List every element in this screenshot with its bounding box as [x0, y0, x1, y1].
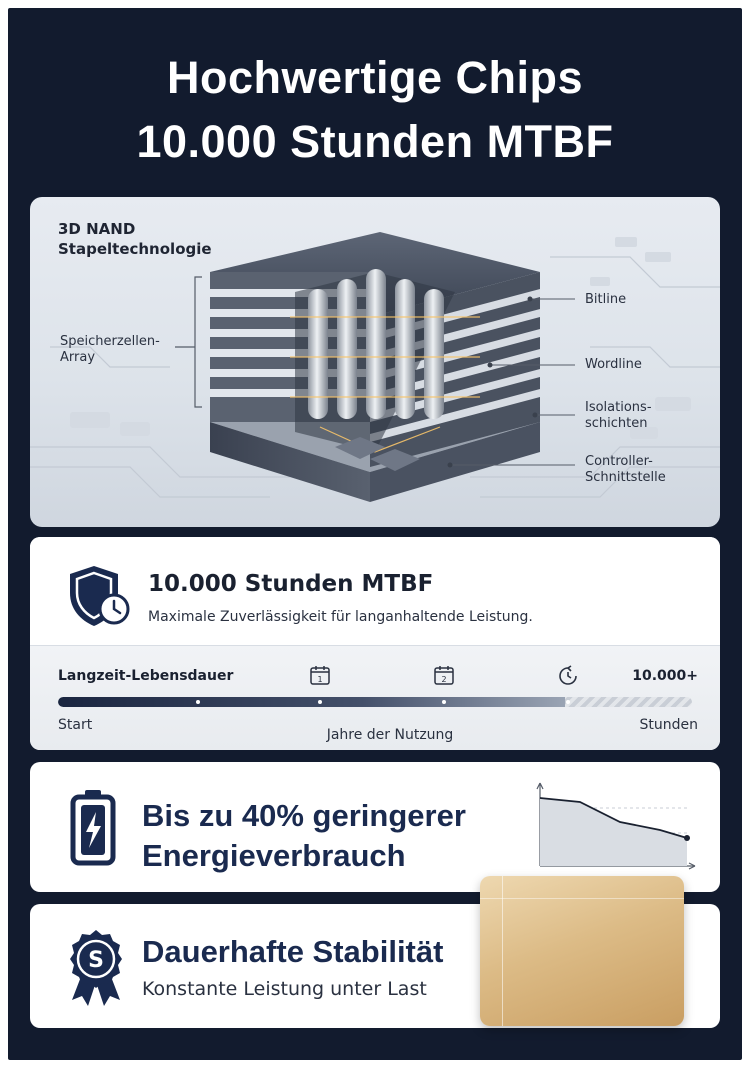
shield-clock-icon — [64, 563, 134, 629]
page-background — [8, 8, 742, 1060]
battery-bolt-icon — [70, 788, 116, 866]
progress-tick — [196, 700, 200, 704]
lifetime-max: 10.000+ — [632, 668, 698, 684]
mtbf-card — [30, 537, 720, 750]
progress-tick — [318, 700, 322, 704]
nand-illustration-card — [30, 197, 720, 527]
mtbf-subtitle: Maximale Zuverlässigkeit für langanhaltende Leistung. — [148, 609, 533, 625]
lifetime-axis-label: Jahre der Nutzung — [326, 727, 454, 743]
stability-subtitle: Konstante Leistung unter Last — [142, 978, 427, 1000]
lifetime-unit-label: Stunden — [639, 717, 698, 733]
label-isolation — [585, 400, 652, 432]
stability-title: Dauerhafte Stabilität — [142, 934, 444, 969]
calendar-1-icon — [309, 664, 331, 686]
lifetime-label: Langzeit-Lebensdauer — [58, 668, 234, 684]
label-memory-cells — [60, 334, 160, 366]
headline-line-2: 10.000 Stunden MTBF — [136, 116, 614, 167]
lifetime-progress-fill — [58, 697, 565, 707]
label-controller-line-1: Controller- — [585, 454, 653, 469]
energy-card — [30, 762, 720, 892]
award-badge-icon — [66, 928, 126, 1008]
product-image-gold-ssd — [480, 876, 684, 1026]
product-edge-highlight — [480, 898, 684, 899]
energy-line-1: Bis zu 40% geringerer — [142, 798, 466, 833]
energy-line-2: Energieverbrauch — [142, 838, 406, 873]
label-memory-cells-line-1: Speicherzellen- — [60, 334, 160, 349]
nand-title-line-2: Stapeltechnologie — [58, 240, 212, 258]
badge-letter: S — [88, 948, 104, 973]
label-bitline: Bitline — [585, 292, 627, 307]
lifetime-start-label: Start — [58, 717, 93, 733]
energy-headline — [142, 796, 466, 876]
label-controller — [585, 454, 666, 486]
label-controller-line-2: Schnittstelle — [585, 470, 666, 485]
nand-title-line-1: 3D NAND — [58, 220, 136, 238]
label-isolation-line-1: Isolations- — [585, 400, 652, 415]
clock-refresh-icon — [556, 664, 580, 688]
label-wordline: Wordline — [585, 357, 642, 372]
calendar-2-icon — [433, 664, 455, 686]
calendar-2-number: 2 — [441, 675, 447, 684]
label-isolation-line-2: schichten — [585, 416, 648, 431]
energy-decline-graph — [530, 778, 700, 873]
label-memory-cells-line-2: Array — [60, 350, 96, 365]
progress-tick — [442, 700, 446, 704]
progress-tick — [566, 700, 570, 704]
mtbf-title: 10.000 Stunden MTBF — [148, 571, 434, 597]
headline-line-1: Hochwertige Chips — [166, 52, 584, 103]
lifetime-progress-bar — [58, 697, 692, 707]
calendar-1-number: 1 — [317, 675, 323, 684]
nand-title — [58, 219, 212, 259]
